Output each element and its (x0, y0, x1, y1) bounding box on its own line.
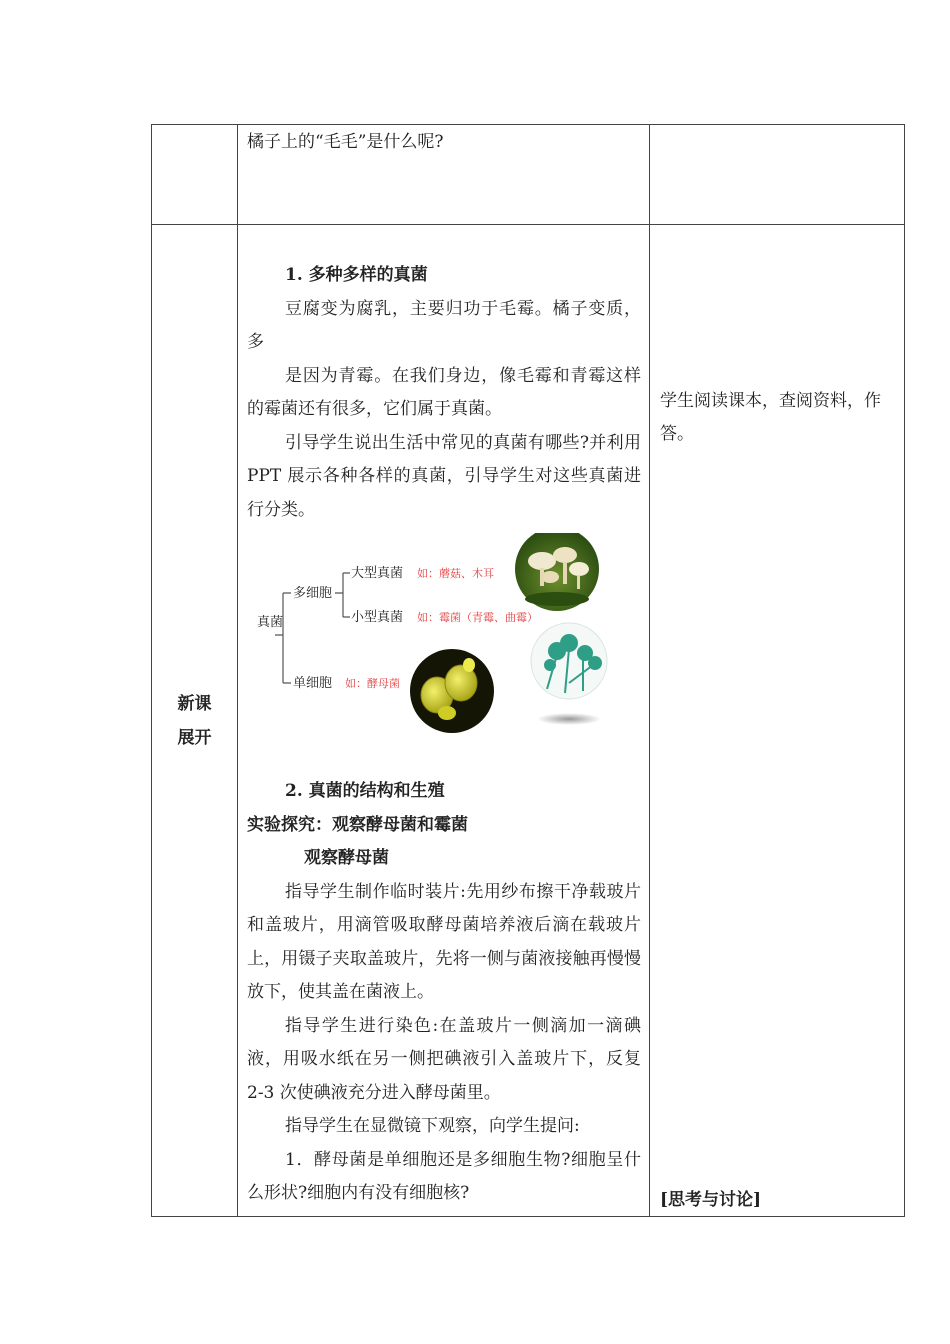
fungi-classification-diagram (247, 533, 642, 751)
stage-label-line1: 新课 (177, 693, 212, 714)
fungi-classification-figure (247, 533, 641, 751)
single-cell-label: 单细胞 (293, 676, 333, 691)
intro-label-cell (152, 125, 238, 225)
section2-paragraph1: 指导学生制作临时装片:先用纱布擦干净载玻片和盖玻片，用滴管吸取酵母菌培养液后滴在载玻片上，用镊子夹取盖玻片，先将一侧与菌液接触再慢慢放下，使其盖在菌液上。 (247, 881, 641, 1002)
stage-label-cell (152, 225, 238, 1217)
section2-paragraph2: 指导学生进行染色:在盖玻片一侧滴加一滴碘液，用吸水纸在另一侧把碘液引入盖玻片下，反复 2-3 次使碘液充分进入酵母菌里。 (247, 1015, 641, 1103)
think-discuss-label: [思考与讨论] (660, 1190, 762, 1210)
intro-activity-cell (650, 125, 905, 225)
large-fungi-label: 大型真菌 (351, 566, 404, 581)
section2-question1: 1．酵母菌是单细胞还是多细胞生物?细胞呈什么形状?细胞内有没有细胞核? (247, 1149, 641, 1203)
section2-paragraph3: 指导学生在显微镜下观察，向学生提问: (285, 1116, 580, 1136)
intro-row (152, 125, 905, 225)
root-label (257, 615, 283, 630)
yeast-observation-heading: 观察酵母菌 (304, 848, 389, 868)
intro-question: 橘子上的“毛毛”是什么呢? (247, 132, 444, 152)
root-label-text: 真菌 (257, 615, 284, 630)
section1-paragraph2: 引导学生说出生活中常见的真菌有哪些?并利用 PPT 展示各种各样的真菌，引导学生对这些真菌进行分类。 (247, 432, 641, 520)
small-fungi-example: 如：霉菌（青霉、曲霉） (417, 611, 538, 624)
experiment-heading: 实验探究：观察酵母菌和霉菌 (247, 814, 468, 835)
teacher-activity-cell (238, 225, 650, 1217)
mushroom-image (515, 533, 599, 611)
intro-content-cell (238, 125, 650, 225)
student-activity-cell (650, 225, 905, 1217)
stage-label-line2: 展开 (177, 727, 212, 748)
small-fungi-label: 小型真菌 (351, 610, 404, 625)
section2-heading: 2. 真菌的结构和生殖 (285, 781, 445, 801)
large-fungi-example: 如：蘑菇、木耳 (417, 567, 494, 580)
section1-paragraph1b: 是因为青霉。在我们身边，像毛霉和青霉这样的霉菌还有很多，它们属于真菌。 (247, 365, 641, 419)
new-lesson-row (152, 225, 905, 1217)
multi-cell-label: 多细胞 (293, 586, 333, 601)
lesson-content (238, 225, 649, 1211)
yeast-image (410, 649, 494, 733)
yeast-example: 如：酵母菌 (345, 677, 400, 690)
multi-bracket (335, 573, 350, 617)
student-activity-text: 学生阅读课本，查阅资料，作答。 (660, 391, 881, 444)
section1-heading: 1. 多种多样的真菌 (285, 265, 428, 285)
lesson-plan-table (151, 124, 905, 1217)
section1-paragraph1a: 豆腐变为腐乳，主要归功于毛霉。橘子变质，多 (247, 298, 641, 352)
mold-image (531, 623, 607, 725)
root-bracket (275, 593, 291, 683)
